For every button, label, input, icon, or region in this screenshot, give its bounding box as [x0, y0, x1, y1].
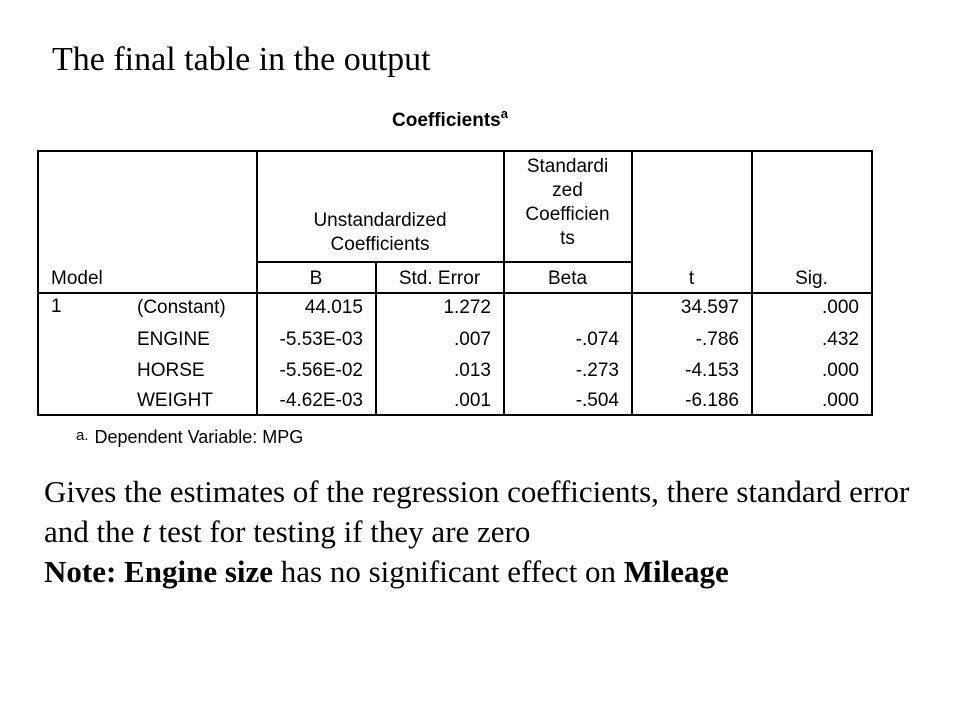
header-standardized-line3: Coefficien — [525, 204, 610, 225]
explanation-part-2: test for testing if they are zero — [150, 514, 531, 549]
explanation-paragraph — [44, 472, 924, 552]
header-b: B — [309, 268, 323, 289]
explanation-part-1: Gives the estimates of the regression coefficients, there standard error and the — [44, 474, 910, 549]
table-caption-footnote-marker: a — [500, 106, 508, 121]
cell-se: .007 — [454, 329, 491, 350]
header-model: Model — [51, 268, 103, 289]
note-engine-size: Engine size — [124, 554, 274, 589]
cell-sig: .000 — [822, 360, 859, 381]
cell-se: .001 — [454, 390, 491, 411]
header-t: t — [688, 268, 695, 289]
cell-b: -5.53E-03 — [279, 329, 363, 350]
cell-b: -4.62E-03 — [279, 390, 363, 411]
header-unstandardized-line2: Coefficients — [330, 234, 430, 255]
header-standardized-line1: Standardi — [526, 156, 609, 177]
cell-se: .013 — [454, 360, 491, 381]
row-name: (Constant) — [137, 297, 226, 318]
row-name: WEIGHT — [137, 390, 213, 411]
header-std-error: Std. Error — [398, 268, 481, 289]
cell-se: 1.272 — [443, 297, 491, 318]
row-name: HORSE — [137, 360, 205, 381]
row-divider — [256, 261, 631, 263]
cell-sig: .000 — [822, 390, 859, 411]
header-standardized — [504, 155, 631, 251]
cell-beta: -.074 — [575, 329, 619, 350]
header-standardized-line4: ts — [560, 228, 575, 249]
cell-t: -6.186 — [685, 390, 739, 411]
cell-t: -.786 — [695, 329, 739, 350]
cell-b: -5.56E-02 — [279, 360, 363, 381]
table-caption-text: Coefficients — [392, 110, 501, 131]
note-mileage: Mileage — [623, 554, 729, 589]
footnote-letter: a. — [76, 427, 89, 444]
cell-sig: .000 — [822, 297, 859, 318]
explanation-text — [44, 472, 924, 592]
header-unstandardized — [257, 209, 503, 257]
cell-b: 44.015 — [304, 297, 363, 318]
header-beta: Beta — [547, 268, 588, 289]
coefficients-table — [37, 150, 873, 416]
table-caption — [0, 106, 900, 132]
cell-t: 34.597 — [680, 297, 739, 318]
cell-t: -4.153 — [685, 360, 739, 381]
header-standardized-line2: zed — [552, 180, 583, 201]
footnote-text: Dependent Variable: MPG — [94, 427, 304, 447]
header-sig: Sig. — [795, 268, 828, 289]
header-divider — [39, 292, 871, 294]
note-label: Note: — [44, 554, 117, 589]
table-footnote — [76, 427, 303, 448]
note-paragraph — [44, 552, 924, 592]
cell-beta: -.273 — [575, 360, 619, 381]
slide-title: The final table in the output — [52, 41, 431, 78]
row-name: ENGINE — [137, 329, 210, 350]
header-unstandardized-line1: Unstandardized — [313, 210, 447, 231]
cell-beta: -.504 — [575, 390, 619, 411]
explanation-t-italic: t — [142, 514, 151, 549]
cell-sig: .432 — [822, 329, 859, 350]
note-middle: has no significant effect on — [273, 554, 624, 589]
model-number: 1 — [51, 296, 62, 317]
